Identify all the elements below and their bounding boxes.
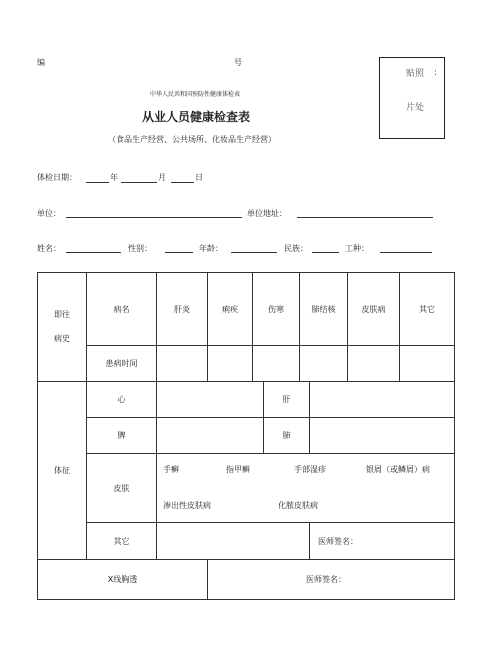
skin-item-onychomycosis: 指甲癣: [226, 465, 250, 474]
unit-label: 单位：: [37, 209, 61, 218]
ethnicity-label: 民族：: [284, 244, 308, 253]
lung-label: 肺: [264, 418, 310, 454]
heart-value-cell[interactable]: [157, 382, 264, 418]
name-label: 姓名：: [37, 244, 61, 253]
history-label-1: 即往: [54, 310, 70, 319]
skin-item-psoriasis: 银屑（或鳞屑）病: [366, 465, 430, 474]
month-field[interactable]: [121, 182, 157, 183]
age-label: 年龄：: [199, 244, 223, 253]
serial-label-char2: 号: [234, 58, 242, 67]
health-exam-table: [37, 272, 455, 600]
photo-box: [379, 57, 445, 139]
day-field[interactable]: [171, 182, 194, 183]
year-label: 年: [110, 173, 118, 182]
address-field[interactable]: [297, 217, 433, 218]
history-label-2: 病史: [54, 334, 70, 343]
other-disease-header: 其它: [400, 273, 455, 346]
day-label: 日: [195, 173, 203, 182]
xray-label: X线胸透: [38, 560, 208, 600]
skin-item-tinea-manuum: 手癣: [163, 465, 179, 474]
photo-label-bottom: 片处: [406, 103, 425, 113]
skin-item-hand-eczema: 手部湿疹: [294, 465, 326, 474]
spleen-label: 脾: [87, 418, 157, 454]
hepatitis-header: 肝炎: [157, 273, 208, 346]
other-disease-time-cell[interactable]: [400, 346, 455, 382]
gender-label: 性别：: [128, 244, 152, 253]
disease-name-header: 病名: [87, 273, 157, 346]
skin-disease-header: 皮肤病: [348, 273, 400, 346]
skin-disease-time-cell[interactable]: [348, 346, 400, 382]
other-signs-value-cell[interactable]: [157, 523, 310, 560]
xray-value-cell[interactable]: [208, 560, 455, 600]
illness-time-label: 患病时间: [87, 346, 157, 382]
name-field[interactable]: [66, 252, 121, 253]
skin-item-suppurative: 化脓皮肤病: [278, 501, 318, 510]
ethnicity-field[interactable]: [312, 252, 339, 253]
spleen-value-cell[interactable]: [157, 418, 264, 454]
month-label: 月: [158, 173, 166, 182]
page-title: 从业人员健康检查表: [142, 110, 251, 124]
age-field[interactable]: [231, 252, 277, 253]
other-signs-label: 其它: [87, 523, 157, 560]
dysentery-time-cell[interactable]: [208, 346, 253, 382]
serial-label-char1: 编: [37, 58, 45, 67]
skin-label: 皮肤: [87, 454, 157, 523]
typhoid-time-cell[interactable]: [253, 346, 300, 382]
typhoid-header: 伤寒: [253, 273, 300, 346]
address-label: 单位地址：: [247, 209, 287, 218]
year-field[interactable]: [86, 182, 109, 183]
skin-items-cell[interactable]: [157, 454, 455, 523]
liver-label: 肝: [264, 382, 310, 418]
signs-label: 体征: [38, 382, 87, 560]
page-subtitle: （食品生产经营、公共场所、化妆品生产经营）: [108, 135, 276, 144]
history-cell: [38, 273, 87, 382]
liver-value-cell[interactable]: [310, 382, 455, 418]
photo-label-top: 贴照: [406, 69, 425, 79]
hepatitis-time-cell[interactable]: [157, 346, 208, 382]
lung-value-cell[interactable]: [310, 418, 455, 454]
doctor-signature-1[interactable]: 医师签名：: [310, 523, 455, 560]
doctor-signature-2: 医师签名：: [306, 575, 346, 584]
tuberculosis-time-cell[interactable]: [300, 346, 348, 382]
job-label: 工种：: [345, 244, 369, 253]
photo-label-colon: :: [434, 68, 438, 78]
heart-label: 心: [87, 382, 157, 418]
job-field[interactable]: [380, 252, 432, 253]
gender-field[interactable]: [165, 252, 193, 253]
exam-date-label: 体检日期：: [37, 173, 77, 182]
dysentery-header: 痢疾: [208, 273, 253, 346]
issuer-line: 中华人民共和国预防性健康体检表: [150, 91, 241, 98]
skin-item-exudative: 渗出性皮肤病: [163, 501, 211, 510]
tuberculosis-header: 肺结核: [300, 273, 348, 346]
unit-field[interactable]: [66, 217, 242, 218]
